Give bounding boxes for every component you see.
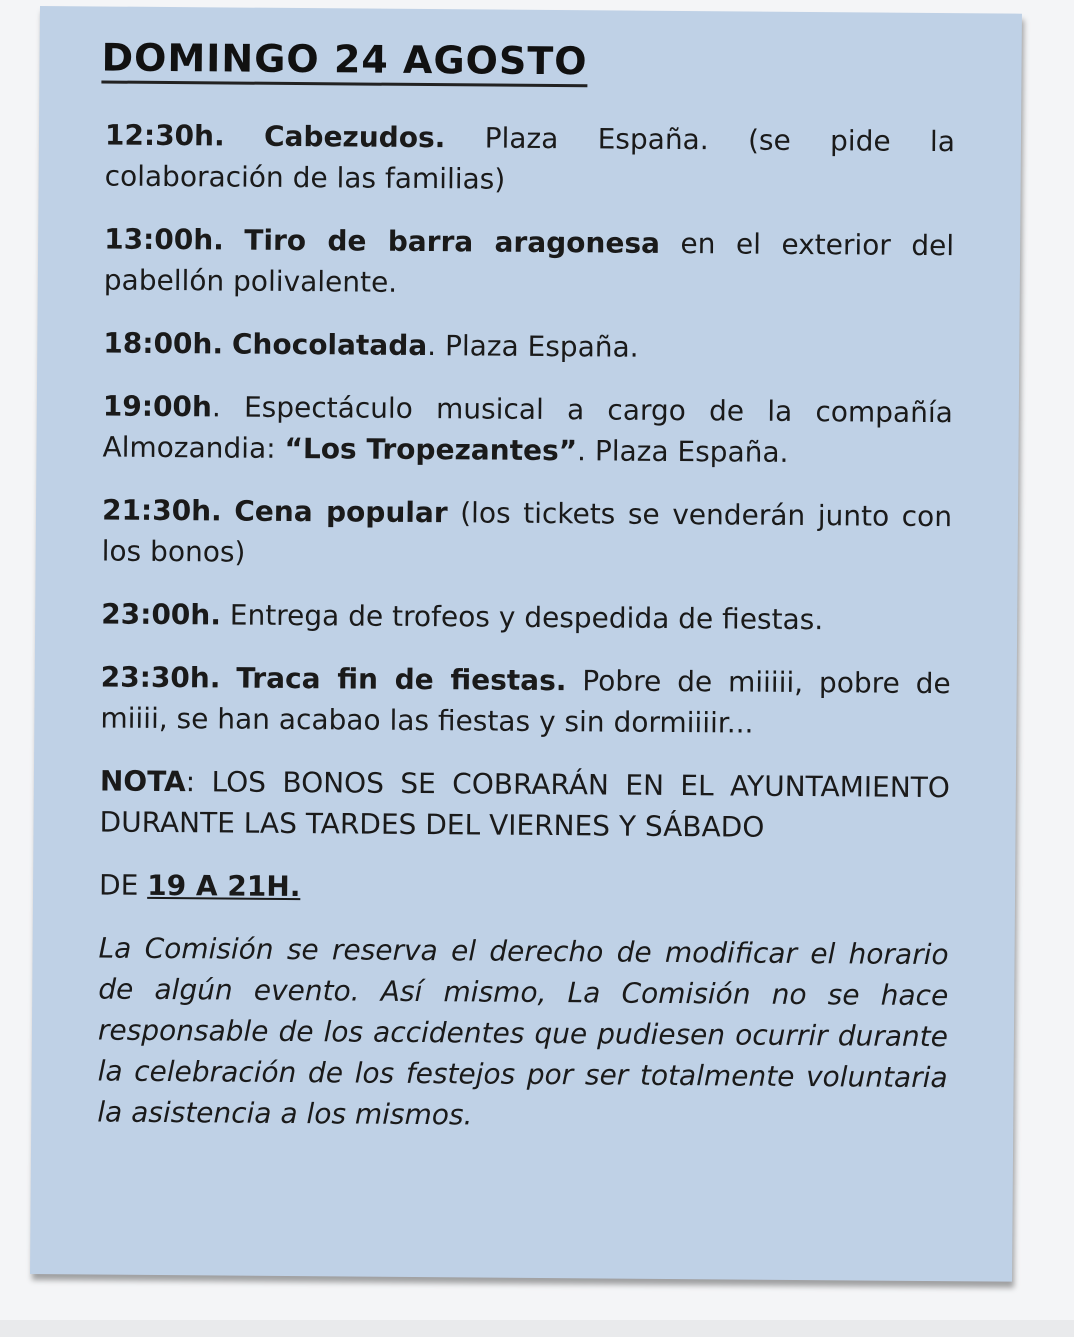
event-name: Cena popular [234,494,448,530]
event-item [101,594,951,642]
event-item [100,656,951,745]
event-name: Traca fin de fiestas. [236,661,567,698]
disclaimer: La Comisión se reserva el derecho de modificar el horario de algún evento. Así mismo, La Comisión no se hace responsable de los accidentes que pudiesen ocurrir durante la celebración de los festejos por ser totalmente voluntaria la asistencia a los mismos. [97,931,949,1132]
event-time: 21:30h. [101,493,222,528]
event-time: 23:30h. [100,660,221,695]
event-time: 12:30h. [104,118,225,153]
event-detail: en el exterior del pabellón polivalente. [103,226,955,299]
event-item [102,386,953,475]
event-time: 13:00h. [104,222,225,257]
event-item [104,219,955,308]
event-item [105,115,956,204]
event-detail: . Plaza España. [427,329,639,364]
event-detail: . Espectáculo musical a cargo de la compañía Almozandia: [102,390,953,465]
event-detail-after: . Plaza España. [576,434,789,469]
note-paragraph [99,760,950,849]
page-title: DOMINGO 24 AGOSTO [101,34,587,87]
event-quote: “Los Tropezantes” [284,431,578,468]
note-hours [99,864,949,912]
event-detail: Plaza España. (se pide la colaboración de las familias) [104,121,956,196]
event-detail: Entrega de trofeos y despedida de fiestas. [220,598,824,637]
event-time: 23:00h. [101,597,222,632]
event-item [103,323,953,371]
event-list [97,115,955,1162]
event-detail: (los tickets se venderán junto con los bonos) [101,496,953,569]
note-hours-prefix: DE [98,868,148,902]
program-card [30,6,1022,1282]
note-label: NOTA [99,764,186,799]
event-time: 18:00h. [103,326,224,361]
note-text: : LOS BONOS SE COBRARÁN EN EL AYUNTAMIENTO DURANTE LAS TARDES DEL VIERNES Y SÁBADO [99,765,951,844]
event-item [102,490,953,579]
event-name: Cabezudos. [263,119,446,155]
event-detail: Pobre de miiiii, pobre de miiii, se han acabao las fiestas y sin dormiiiir... [100,664,951,740]
background-strip [0,1320,1074,1337]
event-name: Tiro de barra aragonesa [244,223,661,260]
event-name: Chocolatada [231,327,428,363]
event-time: 19:00h [102,389,213,424]
note-hours-value: 19 A 21H. [147,868,301,904]
